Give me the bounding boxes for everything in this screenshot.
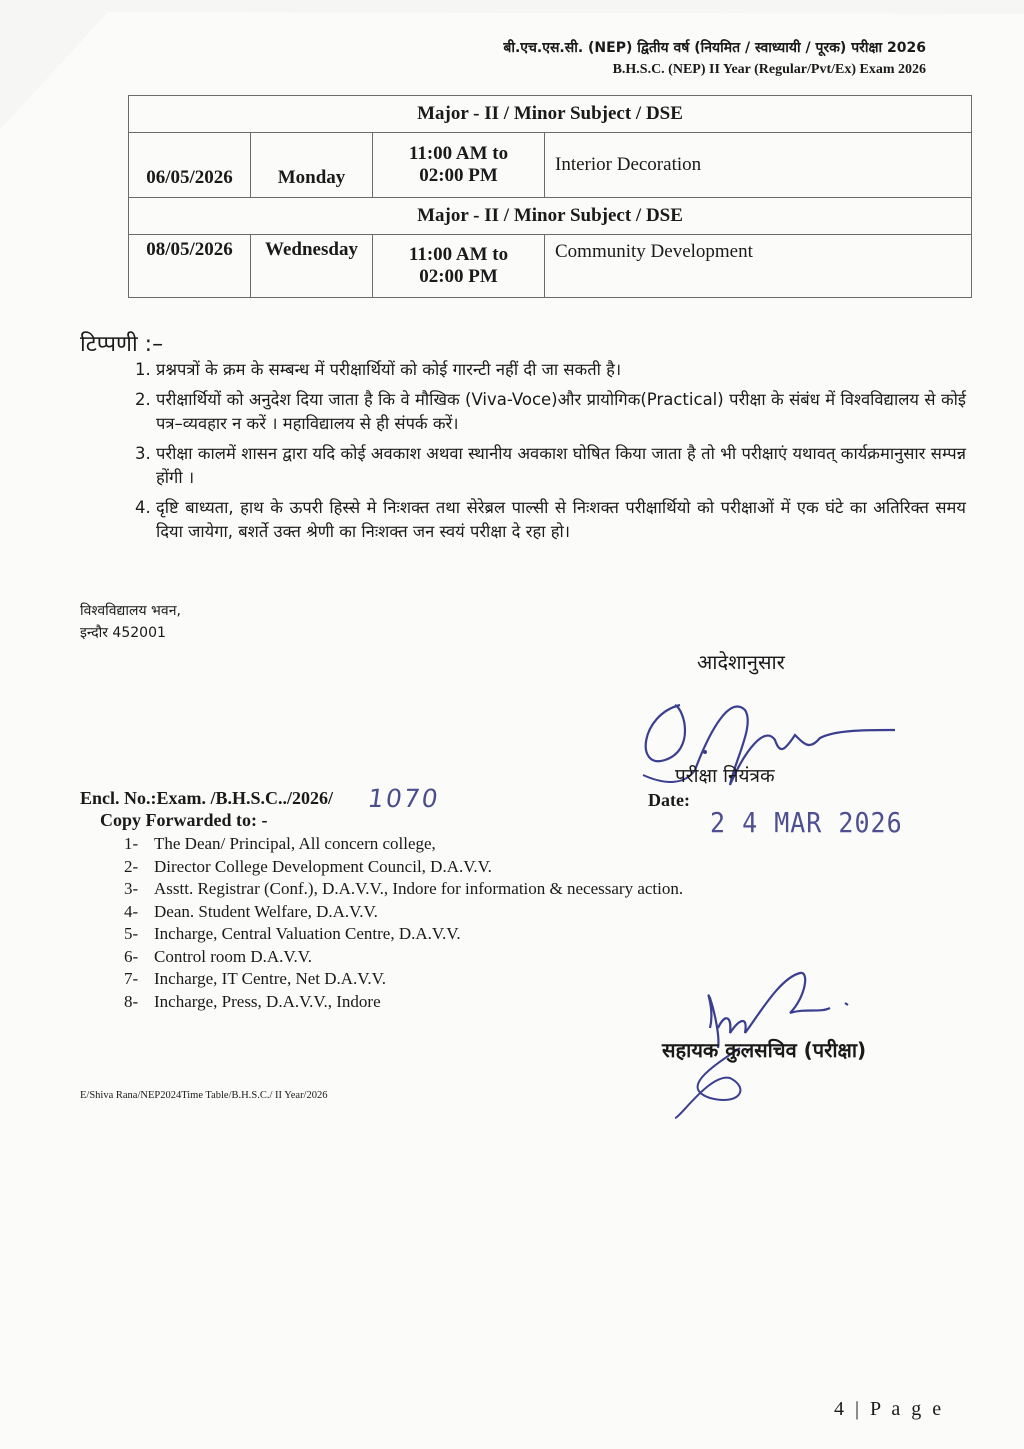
list-item: [124, 946, 683, 969]
time-start: 11:00 AM to: [408, 143, 509, 164]
list-text: Control room D.A.V.V.: [154, 946, 313, 966]
table-row: [129, 235, 972, 298]
exam-time-cell: [373, 235, 545, 298]
list-text: Asstt. Registrar (Conf.), D.A.V.V., Indore for information & necessary action.: [154, 879, 684, 898]
assistant-registrar-designation: सहायक कुलसचिव (परीक्षा): [662, 1038, 867, 1062]
table-row: [129, 133, 972, 198]
list-number: 2-: [124, 856, 139, 876]
date-stamp: 2 4 MAR 2026: [710, 806, 903, 839]
address-line: विश्वविद्यालय भवन,: [80, 603, 181, 619]
notes-title: टिप्पणी :–: [80, 332, 164, 357]
section-header-cell: Major - II / Minor Subject / DSE: [129, 96, 972, 133]
copy-forwarded-title: Copy Forwarded to: -: [100, 810, 268, 830]
list-number: 8-: [124, 991, 139, 1011]
list-text: Dean. Student Welfare, D.A.V.V.: [154, 901, 378, 921]
section-header-row: [129, 198, 972, 235]
exam-day-cell: Wednesday: [251, 235, 373, 298]
list-item: [124, 923, 683, 946]
list-item: [124, 968, 683, 991]
page-number: 4 | P a g e: [834, 1398, 945, 1420]
header-title-hindi: बी.एच.एस.सी. (NEP) द्वितीय वर्ष (नियमित / स्वाध्यायी / पूरक) परीक्षा 2026: [503, 40, 926, 56]
exam-time-cell: [373, 133, 545, 198]
copy-forwarded-list: [124, 833, 683, 1013]
list-number: 7-: [124, 969, 139, 988]
note-item: 2. परीक्षार्थियों को अनुदेश दिया जाता है कि वे मौखिक (Viva-Voce)और प्रायोगिक(Practical) परीक्षा के संबंध में विश्वविद्यालय से कोई पत्र–व्यवहार न करें । महाविद्यालय से ही संपर्क करें।: [156, 388, 966, 436]
exam-date-cell: 08/05/2026: [129, 235, 251, 298]
list-text: Incharge, Central Valuation Centre, D.A.V.V.: [154, 924, 461, 943]
section-header-row: [129, 96, 972, 133]
note-item: 3. परीक्षा कालमें शासन द्वारा यदि कोई अवकाश अथवा स्थानीय अवकाश घोषित किया जाता है तो भी परीक्षाएं यथावत् कार्यक्रमानुसार सम्पन्न होंगी ।: [156, 442, 966, 490]
list-number: 5-: [124, 924, 139, 943]
header-title-english: B.H.S.C. (NEP) II Year (Regular/Pvt/Ex) Exam 2026: [612, 62, 926, 77]
exam-subject-cell: Interior Decoration: [545, 133, 972, 198]
file-reference: E/Shiva Rana/NEP2024Time Table/B.H.S.C./ II Year/2026: [80, 1090, 328, 1101]
list-number: 1-: [124, 834, 139, 853]
notes-list: [118, 358, 966, 550]
list-text: Incharge, IT Centre, Net D.A.V.V.: [154, 969, 386, 988]
time-end: 02:00 PM: [419, 266, 498, 287]
list-item: [124, 856, 683, 879]
list-item: [124, 901, 683, 924]
time-start: 11:00 AM to: [408, 244, 509, 265]
exam-date-cell: 06/05/2026: [129, 133, 251, 198]
university-address: [80, 600, 181, 644]
note-item: 4. दृष्टि बाध्यता, हाथ के ऊपरी हिस्से मे निःशक्त तथा सेरेब्रल पाल्सी से निःशक्त परीक्षार्थियो को परीक्षाओं में एक घंटे का अतिरिक्त समय दिया जायेगा, बशर्ते उक्त श्रेणी का निःशक्त जन स्वयं परीक्षा दे रहा हो।: [156, 496, 966, 544]
enclosure-label: Encl. No.:Exam. /B.H.S.C../2026/: [80, 788, 334, 808]
exam-subject-cell: Community Development: [545, 235, 972, 298]
list-number: 3-: [124, 879, 139, 898]
enclosure-number: 1070: [365, 784, 442, 813]
list-item: [124, 991, 683, 1014]
address-line: इन्दौर 452001: [80, 625, 166, 641]
list-item: [124, 878, 683, 901]
date-label: Date:: [648, 790, 690, 810]
exam-day-cell: Monday: [251, 133, 373, 198]
section-header-cell: Major - II / Minor Subject / DSE: [129, 198, 972, 235]
controller-designation: परीक्षा नियंत्रक: [675, 765, 775, 787]
list-text: The Dean/ Principal, All concern college,: [154, 834, 436, 853]
list-item: [124, 833, 683, 856]
list-text: Incharge, Press, D.A.V.V., Indore: [154, 991, 381, 1011]
list-number: 4-: [124, 901, 139, 921]
order-by-label: आदेशानुसार: [697, 650, 785, 674]
list-number: 6-: [124, 946, 139, 966]
list-text: Director College Development Council, D.A.V.V.: [154, 856, 492, 876]
exam-schedule-table: [128, 95, 972, 298]
note-item: 1. प्रश्नपत्रों के क्रम के सम्बन्ध में परीक्षार्थियों को कोई गारन्टी नहीं दी जा सकती है।: [156, 358, 966, 382]
time-end: 02:00 PM: [419, 165, 498, 186]
